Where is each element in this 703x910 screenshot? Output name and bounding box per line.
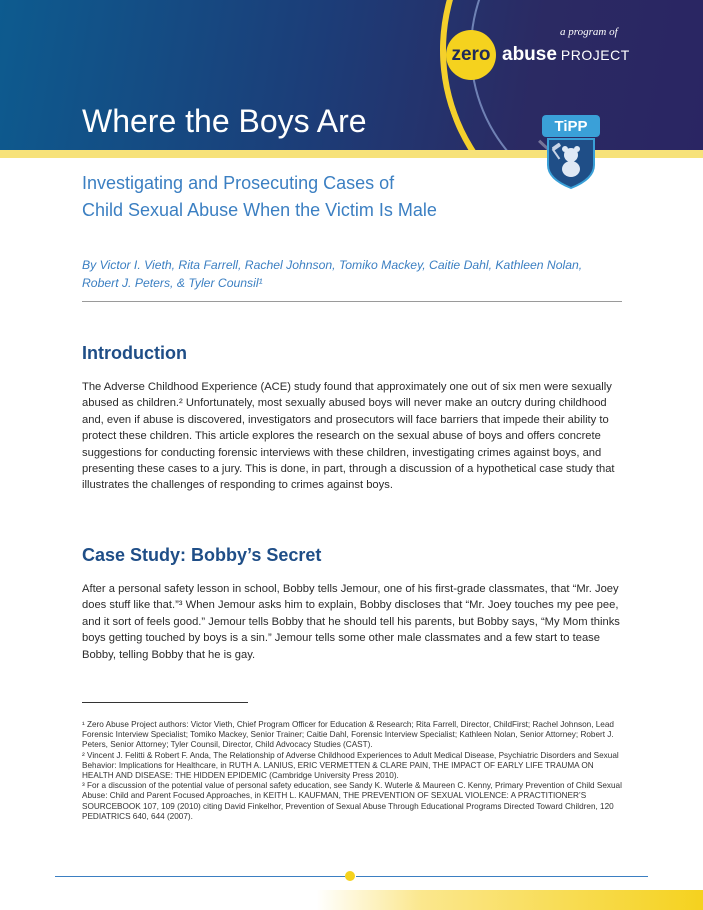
logo-zero-circle: zero [446, 30, 496, 80]
subtitle-line-1: Investigating and Prosecuting Cases of [82, 173, 395, 193]
footer-rule [356, 876, 648, 877]
divider [82, 301, 622, 302]
program-of-label: a program of [560, 26, 618, 38]
logo-project-word: PROJECT [560, 47, 630, 63]
footer-dot [345, 871, 355, 881]
footnotes [82, 720, 627, 822]
logo-abuse-word: abuse [502, 44, 557, 65]
page-title: Where the Boys Are [82, 103, 367, 139]
footer-yellow-stripe [0, 890, 703, 910]
subtitle-line-2: Child Sexual Abuse When the Victim Is Male [82, 200, 437, 220]
footnote-divider [82, 702, 248, 703]
section-heading-introduction: Introduction [82, 343, 187, 363]
section-heading-case-study: Case Study: Bobby’s Secret [82, 545, 322, 565]
teddy-shield-icon [540, 115, 602, 190]
tipp-badge [540, 115, 602, 190]
author-byline: By Victor I. Vieth, Rita Farrell, Rachel Johnson, Tomiko Mackey, Caitie Dahl, Kathleen Nolan, Robert J. Peters, & Tyler Counsil¹ [82, 258, 583, 290]
footnote-2: ² Vincent J. Felitti & Robert F. Anda, The Relationship of Adverse Childhood Experiences to Adult Medical Disease, Psychiatric Disorders and Sexual Behavior: Implications for Healthcare, in RUTH A. LANIUS, ERIC VERMETTEN & CLARE PAIN, THE IMPACT OF EARLY LIFE TRAUMA ON HEALTH AND DISEASE: THE HIDDEN EPIDEMIC (Cambridge University Press 2010). [82, 750, 619, 781]
introduction-paragraph: The Adverse Childhood Experience (ACE) study found that approximately one out of six men were sexually abused as children.² Unfortunately, most sexually abused boys will never make an outcry during childhood and, even if abuse is discovered, investigators and prosecutors will face barriers that impede their ability to protect these children. This article explores the research on the sexual abuse of boys and offers concrete suggestions for conducting forensic interviews with these children, investigating crimes against boys, and presenting these cases to a jury. This is done, in part, through a discussion of a hypothetical case study that illustrates the challenges of responding to crimes against boys. [82, 381, 615, 492]
tipp-label: TiPP [542, 115, 600, 137]
zero-abuse-project-logo[interactable] [446, 30, 630, 80]
footer-rule [55, 876, 345, 877]
footnote-3: ³ For a discussion of the potential value of personal safety education, see Sandy K. Wuterle & Maureen C. Kenny, Primary Prevention of Child Sexual Abuse: Child and Parent Focused Approaches, in KEITH L. KAUFMAN, THE PREVENTION OF SEXUAL VIOLENCE: A PRACTITIONER’S SOURCEBOOK 107, 109 (2010) citing David Finkelhor, Prevention of Sexual Abuse Through Educational Programs Directed Toward Children, 120 PEDIATRICS 640, 644 (2007). [82, 781, 622, 821]
subtitle [82, 170, 437, 224]
case-study-paragraph: After a personal safety lesson in school, Bobby tells Jemour, one of his first-grade classmates, that “Mr. Joey does stuff like that.”³ When Jemour asks him to explain, Bobby discloses that “Mr. Joey touches my pee pee, and it sort of feels good.” Jemour tells Bobby that he should tell his parents, but Bobby says, “My Mom thinks boys getting touched by boys is a sin.” Jemour tells some other male classmates and a few start to tease Bobby, telling Bobby that he is gay. [82, 583, 620, 661]
footnote-1: ¹ Zero Abuse Project authors: Victor Vieth, Chief Program Officer for Education & Research; Rita Farrell, Director, ChildFirst; Rachel Johnson, Lead Forensic Interview Specialist; Tomiko Mackey, Senior Trainer; Caitie Dahl, Forensic Interview Specialist; Kathleen Nolan, Senior Attorney; Robert J. Peters, Senior Attorney; Tyler Counsil, Director, Child Advocacy Studies (CAST). [82, 720, 614, 750]
